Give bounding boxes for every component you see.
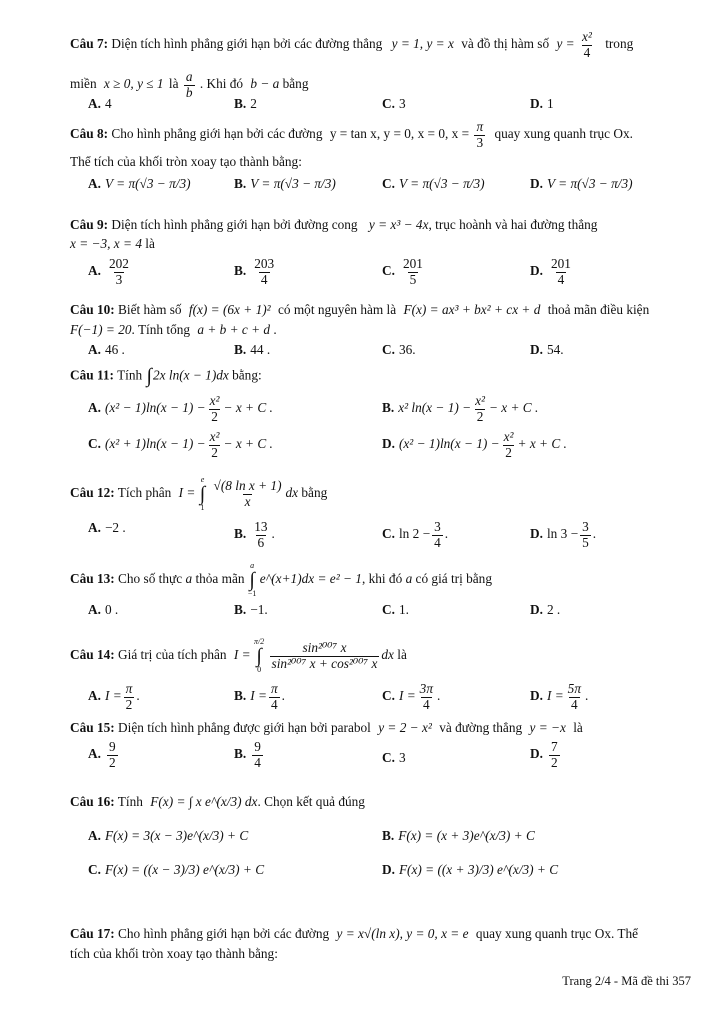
q15-option-a[interactable]: A. $\frac{9}{2}$ xyxy=(88,739,116,770)
q9-number: Câu 9: xyxy=(70,217,109,232)
q14-option-c[interactable]: C. I = $\frac{3\pi}{4}$ . xyxy=(382,681,441,712)
q17-number: Câu 17: xyxy=(70,926,115,941)
q9-line-1 xyxy=(70,217,597,234)
q12-integrand: $\frac{\text{√(8 ln x + 1)}}{x}$ xyxy=(213,477,282,509)
q14-text-b: là xyxy=(397,647,407,663)
q10-option-c[interactable]: C. 36. xyxy=(382,342,416,357)
q10-option-d[interactable]: D. 54. xyxy=(530,342,564,357)
q7-option-d[interactable]: D. 1 xyxy=(530,96,554,111)
q13-integral: a ∫ −1 xyxy=(247,561,257,598)
q13-option-d[interactable]: D. 2 . xyxy=(530,602,561,617)
q16-number: Câu 16: xyxy=(70,794,115,809)
q10-f: f(x) = (6x + 1)² xyxy=(188,302,271,317)
q12-line-1 xyxy=(70,476,327,512)
q7-text-g: bằng xyxy=(282,76,309,92)
q7-option-c[interactable]: C. 3 xyxy=(382,96,406,111)
q10-text: Biết hàm số xyxy=(118,302,182,317)
q8-number: Câu 8: xyxy=(70,126,109,142)
q7-option-b[interactable]: B. 2 xyxy=(234,96,257,111)
q12-integral: e ∫ 1 xyxy=(199,475,206,512)
q7-lines-math: y = 1, y = x xyxy=(391,36,454,52)
q14-text: Giá trị của tích phân xyxy=(118,647,227,663)
q8-line-2: Thể tích của khối tròn xoay tạo thành bằng: xyxy=(70,154,302,169)
q16-option-a[interactable]: A. F(x) = 3(x − 3)e^(x/3) + C xyxy=(88,828,249,843)
q16-option-b[interactable]: B. F(x) = (x + 3)e^(x/3) + C xyxy=(382,828,535,843)
q15-option-d[interactable]: D. $\frac{7}{2}$ xyxy=(530,739,558,770)
q13-option-c[interactable]: C. 1. xyxy=(382,602,409,617)
q7-text-d: miền xyxy=(70,76,97,92)
q17-line-1 xyxy=(70,926,638,943)
q12-text-b: bằng xyxy=(301,485,328,501)
q17-text: Cho hình phẳng giới hạn bởi các đường xyxy=(118,926,330,941)
q10-sum: a + b + c + d xyxy=(197,322,271,337)
q16-line-1 xyxy=(70,794,365,811)
q7-text-e: là xyxy=(168,76,179,92)
q15-parabola: y = 2 − x² xyxy=(378,720,432,735)
q7-number: Câu 7: xyxy=(70,36,109,52)
q15-text-b: và đường thẳng xyxy=(439,720,523,735)
q9-text-b: , trục hoành và hai đường thẳng xyxy=(428,217,598,232)
q7-func-lhs: y = xyxy=(556,36,575,52)
q10-F: F(x) = ax³ + bx² + cx + d xyxy=(403,302,541,317)
q11-option-a[interactable]: A. (x² − 1)ln(x − 1) − $\frac{\text{x²}}{2}$ − x + C . xyxy=(88,393,273,424)
q15-option-b[interactable]: B. $\frac{9}{4}$ xyxy=(234,739,261,770)
q7-text: Diện tích hình phẳng giới hạn bởi các đường thẳng xyxy=(111,36,383,52)
q8-option-c[interactable]: C. V = π(√3 − π/3) xyxy=(382,176,485,191)
q8-line-1 xyxy=(70,120,633,150)
q10-option-a[interactable]: A. 46 . xyxy=(88,342,125,357)
q11-integrand: 2x ln(x − 1)dx xyxy=(153,367,229,383)
q10-line-2: F(−1) = 20. Tính tổng a + b + c + d . xyxy=(70,322,277,337)
q11-option-d[interactable]: D. (x² − 1)ln(x − 1) − $\frac{\text{x²}}{2}$ + x + C . xyxy=(382,429,567,460)
q13-integral-expr: e^(x+1)dx = e² − 1 xyxy=(259,571,362,587)
q9-option-c[interactable]: C. $\frac{201}{5}$ xyxy=(382,256,423,287)
q14-integrand: $\frac{\text{sin²⁰⁰⁷ x}}{\text{sin²⁰⁰⁷ x + cos²⁰⁰⁷ x}}$ xyxy=(271,639,378,671)
q8-pi-fraction: $\frac{\pi}{3}$ xyxy=(476,119,484,150)
q13-var-a: a xyxy=(185,571,193,587)
q12-option-b[interactable]: B. $\frac{13}{6}$ . xyxy=(234,519,275,550)
q9-line-2 xyxy=(70,236,155,253)
q10-text-c: thoả mãn điều kiện xyxy=(547,302,650,317)
q9-text: Diện tích hình phẳng giới hạn bởi đường cong xyxy=(111,217,358,232)
q13-text-b: thỏa mãn xyxy=(195,571,245,587)
q8-text-b: quay xung quanh trục Ox. xyxy=(494,126,633,142)
q16-option-d[interactable]: D. F(x) = ((x + 3)/3) e^(x/3) + C xyxy=(382,862,559,877)
q9-text-c: là xyxy=(145,236,155,251)
q16-option-c[interactable]: C. F(x) = ((x − 3)/3) e^(x/3) + C xyxy=(88,862,265,877)
q12-number: Câu 12: xyxy=(70,485,115,501)
q8-text: Cho hình phẳng giới hạn bởi các đường xyxy=(111,126,323,142)
q7-region: x ≥ 0, y ≤ 1 xyxy=(103,76,164,92)
q14-option-a[interactable]: A. I = $\frac{\pi}{2}$ . xyxy=(88,681,140,712)
q17-curves: y = x√(ln x), y = 0, x = e xyxy=(336,926,469,941)
q8-option-a[interactable]: A. V = π(√3 − π/3) xyxy=(88,176,191,191)
q11-text: Tính xyxy=(117,367,143,383)
q14-option-b[interactable]: B. I = $\frac{\pi}{4}$ . xyxy=(234,681,285,712)
q14-line-1 xyxy=(70,638,407,674)
q17-line-2: tích của khối tròn xoay tạo thành bằng: xyxy=(70,946,278,961)
q14-number: Câu 14: xyxy=(70,647,115,663)
q16-text: Tính xyxy=(117,794,143,809)
q14-option-d[interactable]: D. I = $\frac{5\pi}{4}$ . xyxy=(530,681,589,712)
q13-var-a-2: a xyxy=(405,571,413,587)
q13-text: Cho số thực xyxy=(118,571,183,587)
q10-text-d: . Tính tổng xyxy=(131,322,191,337)
q15-line-1 xyxy=(70,720,583,737)
q16-integral: F(x) = ∫ x e^(x/3) dx xyxy=(150,794,258,809)
q7-line-1 xyxy=(70,30,633,60)
q10-number: Câu 10: xyxy=(70,302,115,317)
page-footer: Trang 2/4 - Mã đề thi 357 xyxy=(562,974,691,988)
q12-dx: dx xyxy=(285,485,299,501)
q8-option-d[interactable]: D. V = π(√3 − π/3) xyxy=(530,176,633,191)
q13-option-b[interactable]: B. −1. xyxy=(234,602,268,617)
q15-text-c: là xyxy=(573,720,583,735)
q7-func-fraction: $\frac{\text{x²}}{4}$ xyxy=(581,29,592,60)
q7-text-f: . Khi đó xyxy=(199,76,244,92)
q11-text-b: bằng: xyxy=(232,367,262,383)
q13-option-a[interactable]: A. 0 . xyxy=(88,602,119,617)
q14-dx: dx xyxy=(381,647,394,663)
q10-option-b[interactable]: B. 44 . xyxy=(234,342,271,357)
q10-text-b: có một nguyên hàm là xyxy=(277,302,397,317)
q9-curve: y = x³ − 4x xyxy=(368,217,429,232)
q12-option-d[interactable]: D. ln 3 − $\frac{3}{5}$ . xyxy=(530,519,597,550)
q8-option-b[interactable]: B. V = π(√3 − π/3) xyxy=(234,176,336,191)
q7-answer-fraction: $\frac{a}{b}$ xyxy=(185,69,193,100)
q7-text-c: trong xyxy=(605,36,634,52)
q13-number: Câu 13: xyxy=(70,571,115,587)
q7-option-a[interactable]: A. 4 xyxy=(88,96,112,111)
q14-integral: π/2 ∫ 0 xyxy=(253,637,265,674)
q15-text: Diện tích hình phẳng được giới hạn bởi parabol xyxy=(118,720,371,735)
q9-option-b[interactable]: B. $\frac{203}{4}$ xyxy=(234,256,275,287)
q11-option-c[interactable]: C. (x² + 1)ln(x − 1) − $\frac{\text{x²}}{2}$ − x + C . xyxy=(88,429,273,460)
q11-option-b[interactable]: B. x² ln(x − 1) − $\frac{\text{x²}}{2}$ − x + C . xyxy=(382,393,539,424)
q11-number: Câu 11: xyxy=(70,367,114,383)
q17-text-b: quay xung quanh trục Ox. Thể xyxy=(475,926,639,941)
q13-text-c: , khi đó xyxy=(361,571,403,587)
q15-line: y = −x xyxy=(529,720,566,735)
q7-expr: b − a xyxy=(250,76,280,92)
q7-text-b: và đồ thị hàm số xyxy=(461,36,550,52)
q11-line-1 xyxy=(70,364,262,389)
q15-number: Câu 15: xyxy=(70,720,115,735)
q10-line-1 xyxy=(70,302,649,319)
q12-option-a[interactable]: A. −2 . xyxy=(88,520,126,535)
q12-option-c[interactable]: C. ln 2 − $\frac{3}{4}$ . xyxy=(382,519,449,550)
q16-text-b: . Chọn kết quả đúng xyxy=(257,794,365,809)
q9-option-d[interactable]: D. $\frac{201}{4}$ xyxy=(530,256,571,287)
q12-lhs: I = xyxy=(178,485,196,501)
integral-sign-icon: ∫ xyxy=(146,365,152,387)
q12-text: Tích phân xyxy=(117,485,172,501)
q9-option-a[interactable]: A. $\frac{202}{3}$ xyxy=(88,256,129,287)
q14-lhs: I = xyxy=(233,647,251,663)
q8-curves: y = tan x, y = 0, x = 0, x = xyxy=(329,126,470,142)
q9-bounds: x = −3, x = 4 xyxy=(70,236,142,251)
q10-cond: F(−1) = 20 xyxy=(70,322,132,337)
q13-line-1 xyxy=(70,562,492,598)
q15-option-c[interactable]: C. 3 xyxy=(382,750,406,765)
q13-text-d: có giá trị bằng xyxy=(415,571,492,587)
